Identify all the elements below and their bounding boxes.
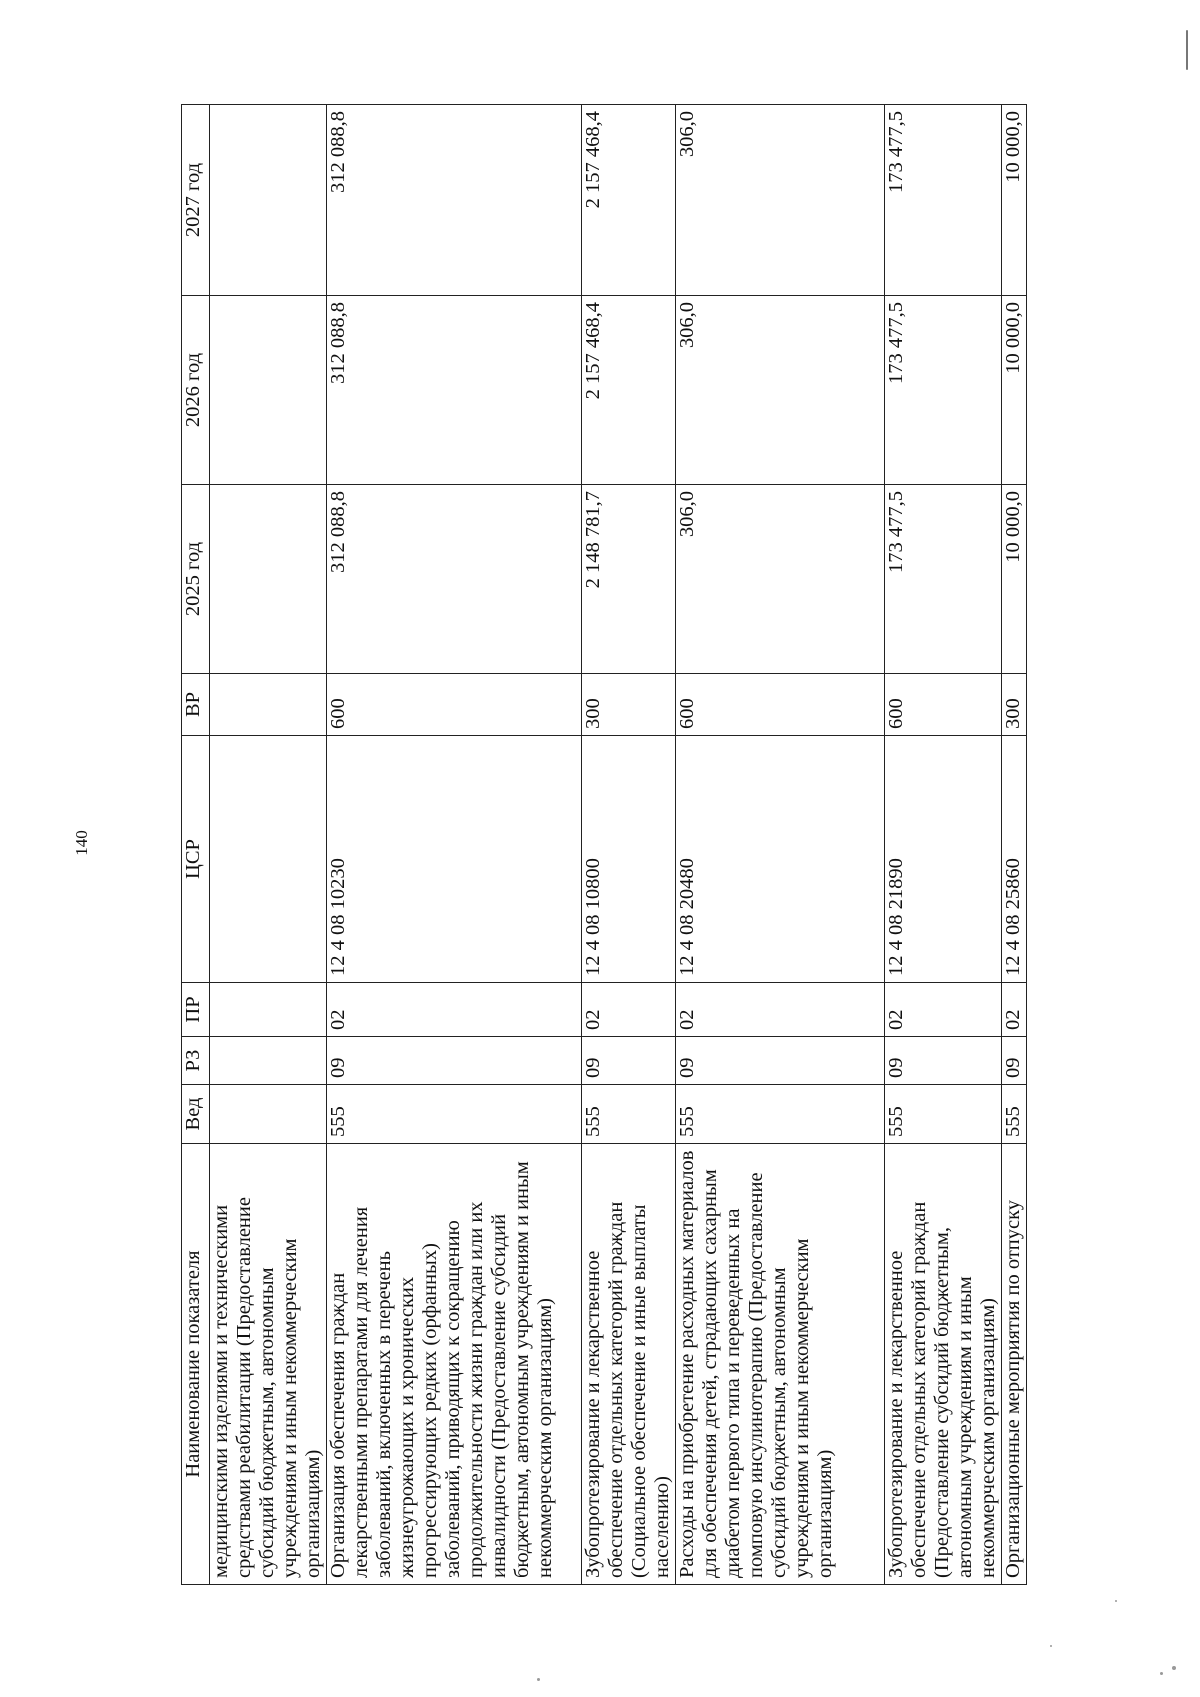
cell-2026: 173 477,5 bbox=[885, 296, 1002, 485]
cell-ved: 555 bbox=[1002, 1085, 1027, 1144]
cell-2025: 173 477,5 bbox=[885, 485, 1002, 674]
rotated-table-frame bbox=[181, 105, 1086, 1585]
cell-csr: 12 4 08 10800 bbox=[582, 736, 676, 983]
cell-rz bbox=[210, 1037, 327, 1085]
scan-speck bbox=[1050, 1645, 1052, 1647]
cell-name: Организация обеспечения граждан лекарственными препаратами для лечения заболеваний, включенных в перечень жизнеугрожающих и хронических прогрессирующих редких (орфанных) заболеваний, приводящих к сокращению продолжительности жизни граждан или их инвалидности (Предоставление субсидий бюджетным, автономным учреждениям и иным некоммерческим организациям) bbox=[327, 1144, 582, 1585]
header-csr: ЦСР bbox=[182, 736, 210, 983]
cell-ved bbox=[210, 1085, 327, 1144]
cell-name: Зубопротезирование и лекарственное обеспечение отдельных категорий граждан (Предоставление субсидий бюджетным, автономным учреждениям и иным некоммерческим организациям) bbox=[885, 1144, 1002, 1585]
cell-name: Зубопротезирование и лекарственное обеспечение отдельных категорий граждан (Социальное обеспечение и иные выплаты населению) bbox=[582, 1144, 676, 1585]
cell-2025: 10 000,0 bbox=[1002, 485, 1027, 674]
cell-2027: 2 157 468,4 bbox=[582, 105, 676, 296]
cell-name: Расходы на приобретение расходных материалов для обеспечения детей, страдающих сахарным диабетом первого типа и переведенных на помповую инсулинотерапию (Предоставление субсидий бюджетным, автономным учреждениям и иным некоммерческим организациям) bbox=[676, 1144, 885, 1585]
cell-vr bbox=[210, 674, 327, 736]
cell-2025: 2 148 781,7 bbox=[582, 485, 676, 674]
cell-rz: 09 bbox=[582, 1037, 676, 1085]
cell-2026: 312 088,8 bbox=[327, 296, 582, 485]
budget-table bbox=[181, 104, 1027, 1585]
table-row bbox=[582, 105, 676, 1585]
table-row bbox=[327, 105, 582, 1585]
cell-csr: 12 4 08 21890 bbox=[885, 736, 1002, 983]
cell-2026 bbox=[210, 296, 327, 485]
cell-2027: 306,0 bbox=[676, 105, 885, 296]
cell-ved: 555 bbox=[885, 1085, 1002, 1144]
cell-pr: 02 bbox=[1002, 983, 1027, 1037]
header-vr: ВР bbox=[182, 674, 210, 736]
cell-2025: 306,0 bbox=[676, 485, 885, 674]
cell-rz: 09 bbox=[885, 1037, 1002, 1085]
table-row bbox=[1002, 105, 1027, 1585]
cell-2025: 312 088,8 bbox=[327, 485, 582, 674]
scan-speck bbox=[1160, 1672, 1163, 1675]
cell-2025 bbox=[210, 485, 327, 674]
cell-vr: 600 bbox=[327, 674, 582, 736]
cell-vr: 300 bbox=[582, 674, 676, 736]
header-2025: 2025 год bbox=[182, 485, 210, 674]
header-ved: Вед bbox=[182, 1085, 210, 1144]
table-row bbox=[210, 105, 327, 1585]
header-rz: РЗ bbox=[182, 1037, 210, 1085]
header-2027: 2027 год bbox=[182, 105, 210, 296]
scan-speck bbox=[537, 1678, 540, 1681]
cell-csr: 12 4 08 20480 bbox=[676, 736, 885, 983]
header-pr: ПР bbox=[182, 983, 210, 1037]
cell-2027: 173 477,5 bbox=[885, 105, 1002, 296]
cell-pr: 02 bbox=[582, 983, 676, 1037]
cell-vr: 600 bbox=[676, 674, 885, 736]
page-number: 140 bbox=[72, 830, 91, 856]
cell-2027: 312 088,8 bbox=[327, 105, 582, 296]
cell-rz: 09 bbox=[327, 1037, 582, 1085]
table-row bbox=[885, 105, 1002, 1585]
scan-speck bbox=[1115, 1600, 1117, 1602]
cell-vr: 600 bbox=[885, 674, 1002, 736]
cell-csr bbox=[210, 736, 327, 983]
cell-2027: 10 000,0 bbox=[1002, 105, 1027, 296]
cell-2026: 10 000,0 bbox=[1002, 296, 1027, 485]
cell-name: Организационные мероприятия по отпуску bbox=[1002, 1144, 1027, 1585]
header-row bbox=[182, 105, 210, 1585]
cell-rz: 09 bbox=[676, 1037, 885, 1085]
table-row bbox=[676, 105, 885, 1585]
cell-ved: 555 bbox=[327, 1085, 582, 1144]
header-name: Наименование показателя bbox=[182, 1144, 210, 1585]
scan-speck bbox=[1186, 30, 1188, 70]
cell-csr: 12 4 08 10230 bbox=[327, 736, 582, 983]
cell-ved: 555 bbox=[582, 1085, 676, 1144]
cell-rz: 09 bbox=[1002, 1037, 1027, 1085]
cell-ved: 555 bbox=[676, 1085, 885, 1144]
cell-vr: 300 bbox=[1002, 674, 1027, 736]
header-2026: 2026 год bbox=[182, 296, 210, 485]
cell-2026: 2 157 468,4 bbox=[582, 296, 676, 485]
cell-name: медицинскими изделиями и техническими средствами реабилитации (Предоставление субсидий бюджетным, автономным учреждениям и иным некоммерческим организациям) bbox=[210, 1144, 327, 1585]
cell-pr bbox=[210, 983, 327, 1037]
scan-speck bbox=[1172, 1666, 1176, 1670]
cell-csr: 12 4 08 25860 bbox=[1002, 736, 1027, 983]
cell-2026: 306,0 bbox=[676, 296, 885, 485]
cell-pr: 02 bbox=[327, 983, 582, 1037]
cell-pr: 02 bbox=[885, 983, 1002, 1037]
cell-2027 bbox=[210, 105, 327, 296]
cell-pr: 02 bbox=[676, 983, 885, 1037]
